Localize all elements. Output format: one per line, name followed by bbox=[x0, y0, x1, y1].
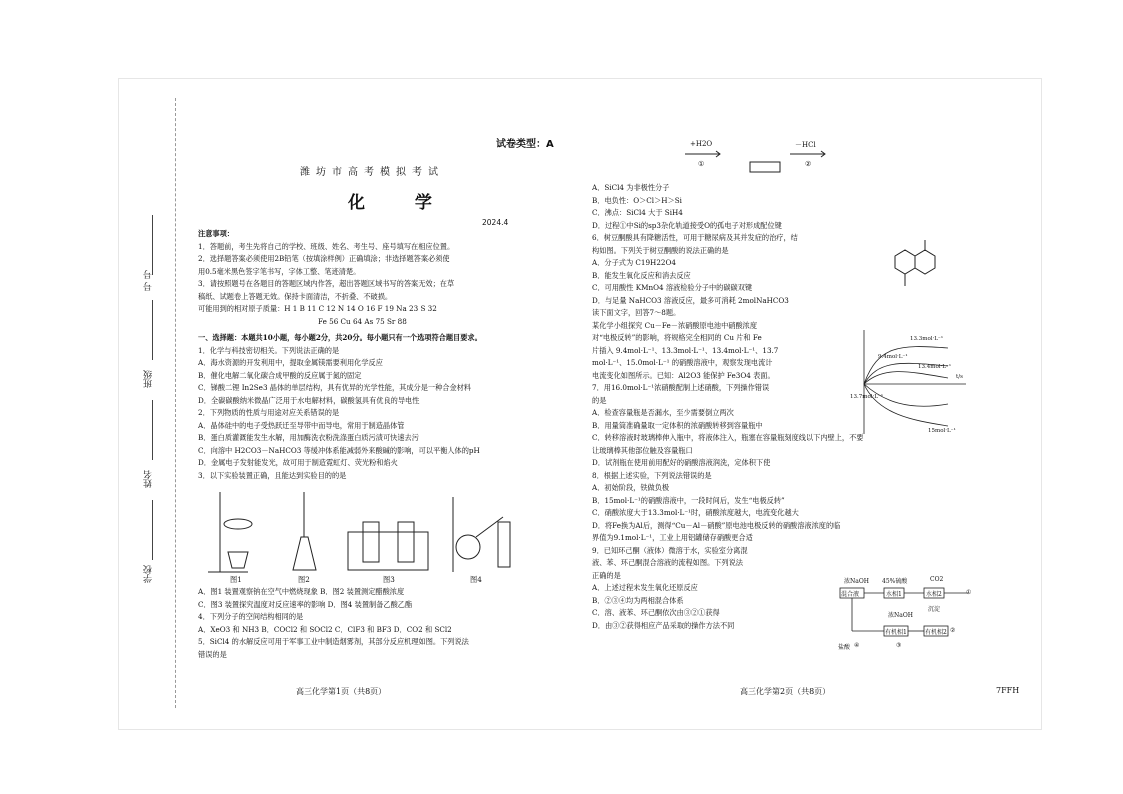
apparatus-figures bbox=[198, 482, 578, 586]
note-line: 用0.5毫米黑色签字笔书写，字体工整、笔迹清楚。 bbox=[198, 266, 361, 276]
figure-label: 图3 bbox=[383, 575, 395, 584]
question-line: 4．下列分子的空间结构相同的是 bbox=[198, 612, 304, 621]
option-line: C．锑酸二锂 In2Se3 晶体的单层结构，具有优异的光学性能，其成分是一种合金材料 bbox=[198, 383, 472, 392]
note-line: 稿纸、试题卷上答题无效。保持卡面清洁，不折叠、不破损。 bbox=[198, 291, 393, 301]
passage-line: 读下面文字，回答7～8题。 bbox=[592, 308, 681, 317]
option-line: D．金属电子发射能发光，故可用于制造霓虹灯、荧光粉和焰火 bbox=[198, 458, 398, 467]
option-line: A．晶体硅中的电子受热跃迁至导带中而导电，常用于制造晶体管 bbox=[198, 420, 405, 430]
option-line: B．用量筒准确量取一定体积的浓硝酸转移到容量瓶中 bbox=[592, 420, 763, 430]
mechanism-mark-2: ② bbox=[805, 160, 812, 168]
gutter-label-seat: 号 号 bbox=[144, 270, 154, 291]
note-line: Fe 56 Cu 64 As 75 Sr 88 bbox=[318, 316, 407, 326]
flow-reagent: 45%硫酸 bbox=[882, 578, 908, 585]
passage-line: 对“电极反转”的影响，将规格完全相同的 Cu 片和 Fe bbox=[592, 333, 762, 342]
flow-reagent: 浓NaOH bbox=[844, 578, 869, 585]
mechanism-step-1: +H2O bbox=[690, 140, 713, 148]
option-line: B．蛋白质灌溉能发生水解，用加酶洗衣粉洗涤蛋白质污渍可快速去污 bbox=[198, 433, 419, 442]
question-line: 构如图。下列关于树豆酮酸的说法正确的是 bbox=[592, 245, 729, 255]
option-line: D．由③②获得相应产品采取的操作方法不同 bbox=[592, 620, 735, 630]
gutter-label-school: 学校 bbox=[144, 565, 154, 583]
flow-node: 水相2 bbox=[926, 591, 942, 598]
graph-label: 15mol·L⁻¹ bbox=[928, 428, 956, 434]
option-line: A．初始阶段，铁做负极 bbox=[592, 483, 670, 492]
question-line: 的是 bbox=[592, 395, 607, 405]
option-line: B．②③④均为两相混合体系 bbox=[592, 595, 684, 605]
flow-reagent: 盐酸 bbox=[838, 644, 851, 651]
question-line: 正确的是 bbox=[592, 570, 621, 580]
question-line: 2．下列物质的性质与用途对应关系错误的是 bbox=[198, 408, 340, 417]
gutter-line bbox=[152, 500, 153, 560]
option-line: B．15mol·L⁻¹的硝酸溶液中，一段时间后，发生“电极反转” bbox=[592, 495, 785, 505]
option-line: D．试剂瓶在使用前用配好的硝酸溶液润洗，定体积下使 bbox=[592, 458, 771, 467]
option-line: D．与足量 NaHCO3 溶液反应，最多可消耗 2molNaHCO3 bbox=[592, 295, 789, 305]
gutter-line bbox=[152, 215, 153, 275]
figure-label: 图2 bbox=[298, 575, 310, 584]
note-line: 可能用到的相对原子质量：H 1 B 11 C 12 N 14 O 16 F 19 Na 23 S 32 bbox=[198, 304, 437, 313]
question-line: 1．化学与科技密切相关。下列说法正确的是 bbox=[198, 345, 340, 355]
paper-type: 试卷类型：A bbox=[496, 139, 554, 150]
gutter-line bbox=[152, 400, 153, 460]
option-line: A．海水资源的开发利用中，提取金属镁需要利用化学反应 bbox=[198, 358, 383, 367]
passage-line: 片插入 9.4mol·L⁻¹、13.3mol·L⁻¹、13.4mol·L⁻¹、13.7 bbox=[592, 345, 779, 355]
flow-node: 水相1 bbox=[886, 591, 902, 598]
option-line: D．全碳碳酸纳米微晶广泛用于水电解材料，碳酸氢具有优良的导电性 bbox=[198, 395, 420, 405]
option-line: A．图1 装置观察钠在空气中燃烧现象 B．图2 装置测定醋酸浓度 bbox=[198, 587, 405, 596]
graph-x-label: t/s bbox=[956, 374, 963, 380]
subject-title: 化 学 bbox=[348, 193, 454, 213]
footer-tag: 7FFH bbox=[996, 686, 1020, 695]
graph-label: 9.4mol·L⁻¹ bbox=[878, 354, 908, 360]
option-line: C．图3 装置探究温度对反应速率的影响 D．图4 装置制备乙酸乙酯 bbox=[198, 599, 413, 609]
option-line: A．上述过程未发生氧化还原反应 bbox=[592, 583, 698, 592]
option-line: 让玻璃棒其他部位触及容量瓶口 bbox=[592, 445, 693, 455]
option-line: C．沸点：SiCl4 大于 SiH4 bbox=[592, 208, 683, 217]
question-line: 3．以下实验装置正确，且能达到实验目的的是 bbox=[198, 470, 347, 480]
graph-label: 13.3mol·L⁻¹ bbox=[910, 336, 944, 342]
option-line: C．溶、液苯、环己酮依次由③②①获得 bbox=[592, 608, 720, 617]
passage-line: 某化学小组探究 Cu－Fe－浓硝酸原电池中硝酸浓度 bbox=[592, 320, 758, 330]
note-line: 2．选择题答案必须使用2B铅笔（按填涂样例）正确填涂；非选择题答案必须使 bbox=[198, 254, 450, 263]
flow-output: ② bbox=[950, 627, 956, 634]
option-line: B．电负性：O＞Cl＞H＞Si bbox=[592, 195, 682, 205]
flow-chart bbox=[838, 574, 978, 658]
mechanism-mark-1: ① bbox=[698, 160, 705, 168]
option-line: C．向溶中 H2CO3－NaHCO3 等缓冲体系能减弱外来酸碱的影响，可以平衡人体的pH bbox=[198, 445, 480, 455]
left-column bbox=[198, 228, 578, 661]
flow-reagent: CO2 bbox=[930, 576, 944, 583]
footer-page-2: 高三化学第2页（共8页） bbox=[740, 687, 831, 696]
note-line: 1．答题前，考生先将自己的学校、班级、姓名、考生号、座号填写在相应位置。 bbox=[198, 241, 455, 251]
question-line: 8．根据上述实验，下列说法错误的是 bbox=[592, 470, 712, 480]
flow-output: ④ bbox=[854, 642, 860, 649]
mechanism-svg bbox=[650, 134, 910, 178]
mechanism-figure bbox=[650, 134, 910, 178]
graph-label: 13.7mol·L⁻¹ bbox=[850, 394, 884, 400]
exam-title: 潍坊市高考模拟考试 bbox=[300, 167, 444, 178]
option-line: 界值为9.1mol·L⁻¹，工业上用铝罐储存硝酸更合适 bbox=[592, 533, 753, 542]
question-line: 错误的是 bbox=[198, 649, 227, 659]
mechanism-step-2: －HCl bbox=[795, 141, 816, 149]
option-line: C．转移溶液时玻璃棒伸入瓶中，将液体注入，瓶塞在容量瓶刻度线以下内壁上，不要 bbox=[592, 433, 864, 442]
gutter-line bbox=[152, 300, 153, 360]
passage-line: mol·L⁻¹、15.0mol·L⁻¹ 的硝酸溶液中，观察发现电流计 bbox=[592, 358, 773, 367]
exam-date: 2024.4 bbox=[482, 218, 509, 227]
graph-label: 13.4mol·L⁻¹ bbox=[918, 364, 952, 370]
binding-line bbox=[175, 98, 176, 708]
flow-node: 混合液 bbox=[841, 591, 860, 598]
option-line: A．SiCl4 为非极性分子 bbox=[592, 183, 670, 192]
option-line: B．催化电解二氧化碳合成甲酸的反应属于氮的固定 bbox=[198, 370, 362, 380]
question-line: 7．用16.0mol·L⁻¹浓硝酸配制上述硝酸，下列操作错误 bbox=[592, 383, 770, 392]
question-line: 6．树豆酮酸具有降糖活性，可用于糖尿病及其并发症的治疗，结 bbox=[592, 233, 798, 242]
figure-label: 图4 bbox=[470, 575, 482, 584]
note-line: 3．请按照题号在各题目的答题区域内作答，超出答题区域书写的答案无效；在草 bbox=[198, 279, 455, 288]
flow-reagent: 浓NaOH bbox=[888, 612, 913, 619]
apparatus-svg bbox=[198, 482, 518, 586]
question-line: 5．SiCl4 的水解反应可用于军事工业中制造烟雾剂，其部分反应机理如图。下列说法 bbox=[198, 637, 469, 646]
question-line: 9．已知环己酮（液体）微溶于水，实验室分离混 bbox=[592, 545, 748, 555]
flow-output: ① bbox=[966, 589, 972, 596]
flow-reagent: 沉淀 bbox=[928, 606, 941, 613]
figure-label: 图1 bbox=[230, 575, 242, 584]
option-line: B．能发生氧化反应和消去反应 bbox=[592, 270, 691, 280]
passage-line: 电流变化如图所示。已知：Al2O3 能保护 Fe3O4 表面。 bbox=[592, 370, 775, 380]
footer-page-1: 高三化学第1页（共8页） bbox=[296, 687, 387, 696]
option-line: A．XeO3 和 NH3 B．COCl2 和 SOCl2 C．ClF3 和 BF3 D．CO2 和 SCl2 bbox=[198, 624, 452, 634]
right-column bbox=[592, 182, 972, 632]
option-line: A．分子式为 C19H22O4 bbox=[592, 258, 676, 267]
question-line: 液、苯、环己酮混合溶液的流程如图。下列说法 bbox=[592, 558, 743, 567]
option-line: C．可用酸性 KMnO4 溶液检验分子中的碳碳双键 bbox=[592, 283, 753, 292]
section-heading: 一、选择题：本题共10小题，每小题2分，共20分。每小题只有一个选项符合题目要求。 bbox=[198, 333, 482, 342]
option-line: A．检查容量瓶是否漏水，至少需要倒立两次 bbox=[592, 408, 734, 417]
gutter-label-name: 姓名 bbox=[144, 470, 154, 488]
option-line: C．硝酸浓度大于13.3mol·L⁻¹时，硝酸浓度越大，电流变化越大 bbox=[592, 508, 799, 517]
flow-output: ③ bbox=[896, 642, 902, 649]
option-line: D．过程①中Si的sp3杂化轨道接受O的孤电子对形成配位键 bbox=[592, 220, 782, 230]
notes-title: 注意事项： bbox=[198, 229, 234, 238]
option-line: D．将Fe换为Al后，测得“Cu－Al－硝酸”原电池电极反转的硝酸溶液浓度的临 bbox=[592, 520, 841, 530]
flow-node: 有机相1 bbox=[885, 629, 907, 636]
gutter-label-class: 班级 bbox=[144, 370, 154, 388]
flow-node: 有机相2 bbox=[925, 629, 947, 636]
